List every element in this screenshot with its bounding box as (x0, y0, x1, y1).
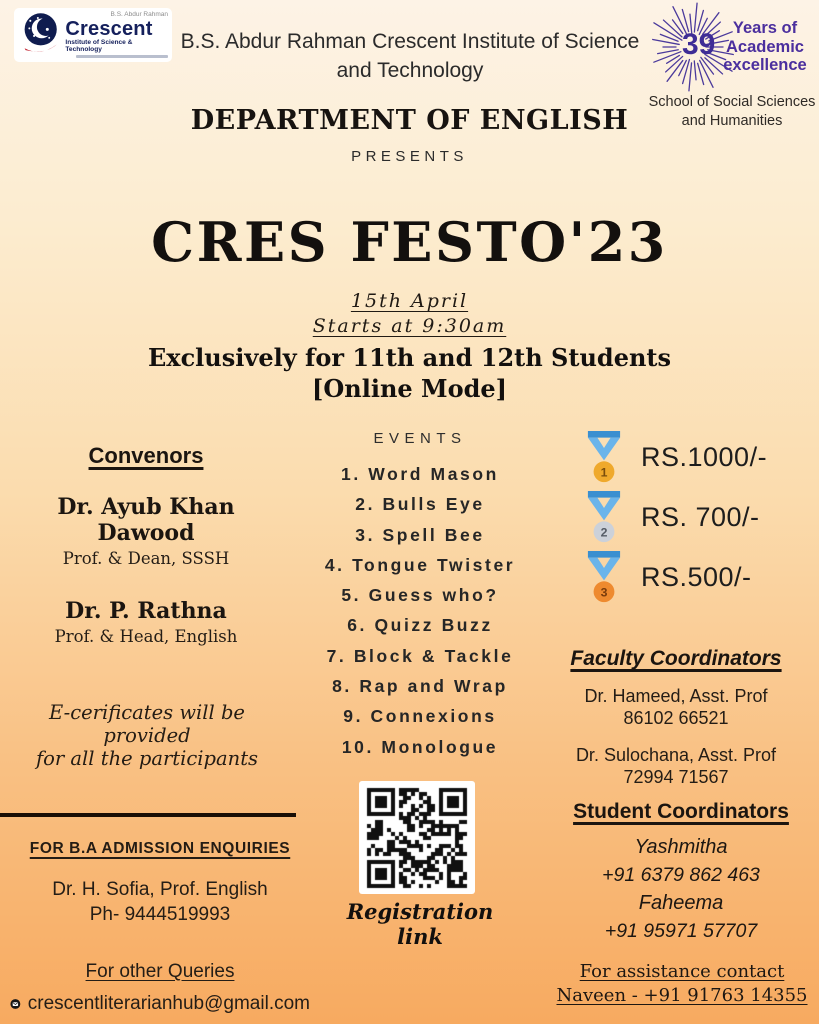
convenor-title: Prof. & Dean, SSSH (62, 549, 230, 568)
assistance-line2: Naveen - +91 91763 14355 (556, 984, 808, 1006)
qr-code (365, 787, 469, 889)
faculty-name: Dr. Sulochana, Asst. Prof (575, 745, 777, 765)
envelope-icon (10, 994, 21, 1014)
medal-icon (585, 491, 623, 544)
presents-label: PRESENTS (351, 148, 468, 165)
fest-date: 15th April (350, 290, 469, 312)
event-item: 2. Bulls Eye (355, 494, 485, 515)
logo-name-sub: Institute of Science & Technology (65, 39, 133, 53)
event-item: 6. Quizz Buzz (347, 615, 493, 636)
qr-box (359, 781, 475, 894)
badge-years-text (712, 19, 818, 75)
other-queries-label: For other Queries (85, 961, 235, 982)
admission-contact-phone: Ph- 9444519993 (89, 904, 231, 925)
event-item: 4. Tongue Twister (324, 554, 516, 575)
institute-logo (14, 8, 172, 62)
event-item: 10. Monologue (341, 736, 499, 757)
badge-39-number: 39 (682, 28, 716, 61)
admission-contact-name: Dr. H. Sofia, Prof. English (52, 879, 268, 900)
convenors-section (10, 443, 282, 646)
student-heading: Student Coordinators (573, 800, 789, 823)
fest-audience: Exclusively for 11th and 12th Students (147, 343, 672, 372)
student-phone: +91 95971 57707 (604, 920, 758, 942)
registration-label: Registration link (346, 899, 494, 949)
events-heading: EVENTS (373, 430, 467, 447)
medal-icon (585, 431, 623, 484)
school-name-line2: and Humanities (681, 113, 783, 129)
medal-icon (585, 551, 623, 604)
institute-title (160, 27, 660, 85)
institute-title-line2: and Technology (336, 59, 484, 82)
prize-row (585, 430, 810, 485)
badge-line2: Academic (726, 37, 804, 56)
student-name: Faheema (638, 892, 724, 914)
logo-fineprint-bar (76, 55, 168, 58)
divider-line (0, 813, 296, 817)
medal-place: 3 (600, 585, 608, 600)
assistance-section (552, 960, 812, 1007)
faculty-phone: 72994 71567 (623, 767, 729, 787)
crescent-emblem-icon (18, 9, 63, 61)
certificates-note-line2: for all the participants (35, 747, 259, 770)
events-section (300, 430, 540, 762)
prize-amount: RS.1000/- (641, 442, 768, 472)
admission-heading: FOR B.A ADMISSION ENQUIRIES (29, 840, 291, 857)
contact-email: crescentliterarianhub@gmail.com (27, 993, 310, 1014)
logo-name-main: Crescent (65, 18, 153, 41)
admission-section (10, 840, 310, 1015)
convenors-heading: Convenors (88, 443, 204, 468)
event-item: 7. Block & Tackle (326, 645, 514, 666)
prize-amount: RS.500/- (641, 562, 752, 592)
event-item: 9. Connexions (343, 706, 497, 727)
medal-place: 1 (600, 465, 608, 480)
prize-row (585, 550, 810, 605)
certificates-note-line1: E-cerificates will be provided (49, 701, 245, 747)
event-item: 8. Rap and Wrap (332, 676, 508, 697)
assistance-line1: For assistance contact (579, 961, 785, 982)
badge-line3: excellence (723, 56, 807, 74)
event-item: 1. Word Mason (341, 464, 499, 484)
convenor-name: Dr. Ayub Khan Dawood (57, 494, 235, 546)
convenor-title: Prof. & Head, English (54, 627, 238, 646)
faculty-name: Dr. Hameed, Asst. Prof (584, 686, 768, 706)
fest-mode: [Online Mode] (312, 374, 507, 403)
convenor-name: Dr. P. Rathna (65, 598, 227, 624)
prizes-section (585, 430, 810, 605)
student-name: Yashmitha (634, 836, 728, 858)
faculty-heading: Faculty Coordinators (570, 647, 782, 670)
student-phone: +91 6379 862 463 (602, 864, 760, 886)
institute-title-line1: B.S. Abdur Rahman Crescent Institute of Science (180, 30, 640, 53)
faculty-coordinators-section (551, 647, 801, 803)
student-coordinators-section (556, 800, 806, 945)
department-title: DEPARTMENT OF ENGLISH (190, 105, 629, 136)
certificates-note (12, 701, 282, 770)
faculty-phone: 86102 66521 (623, 708, 729, 728)
logo-name-top: B.S. Abdur Rahman (110, 10, 168, 18)
event-item: 5. Guess who? (341, 585, 499, 606)
fest-title: CRES FESTO'23 (151, 210, 668, 274)
prize-amount: RS. 700/- (641, 502, 760, 532)
school-name-line1: School of Social Sciences (648, 94, 816, 110)
medal-place: 2 (600, 525, 608, 540)
prize-row (585, 490, 810, 545)
badge-line1: Years of (732, 19, 798, 37)
fest-time: Starts at 9:30am (312, 315, 507, 337)
email-row (10, 993, 310, 1015)
event-item: 3. Spell Bee (355, 524, 485, 545)
